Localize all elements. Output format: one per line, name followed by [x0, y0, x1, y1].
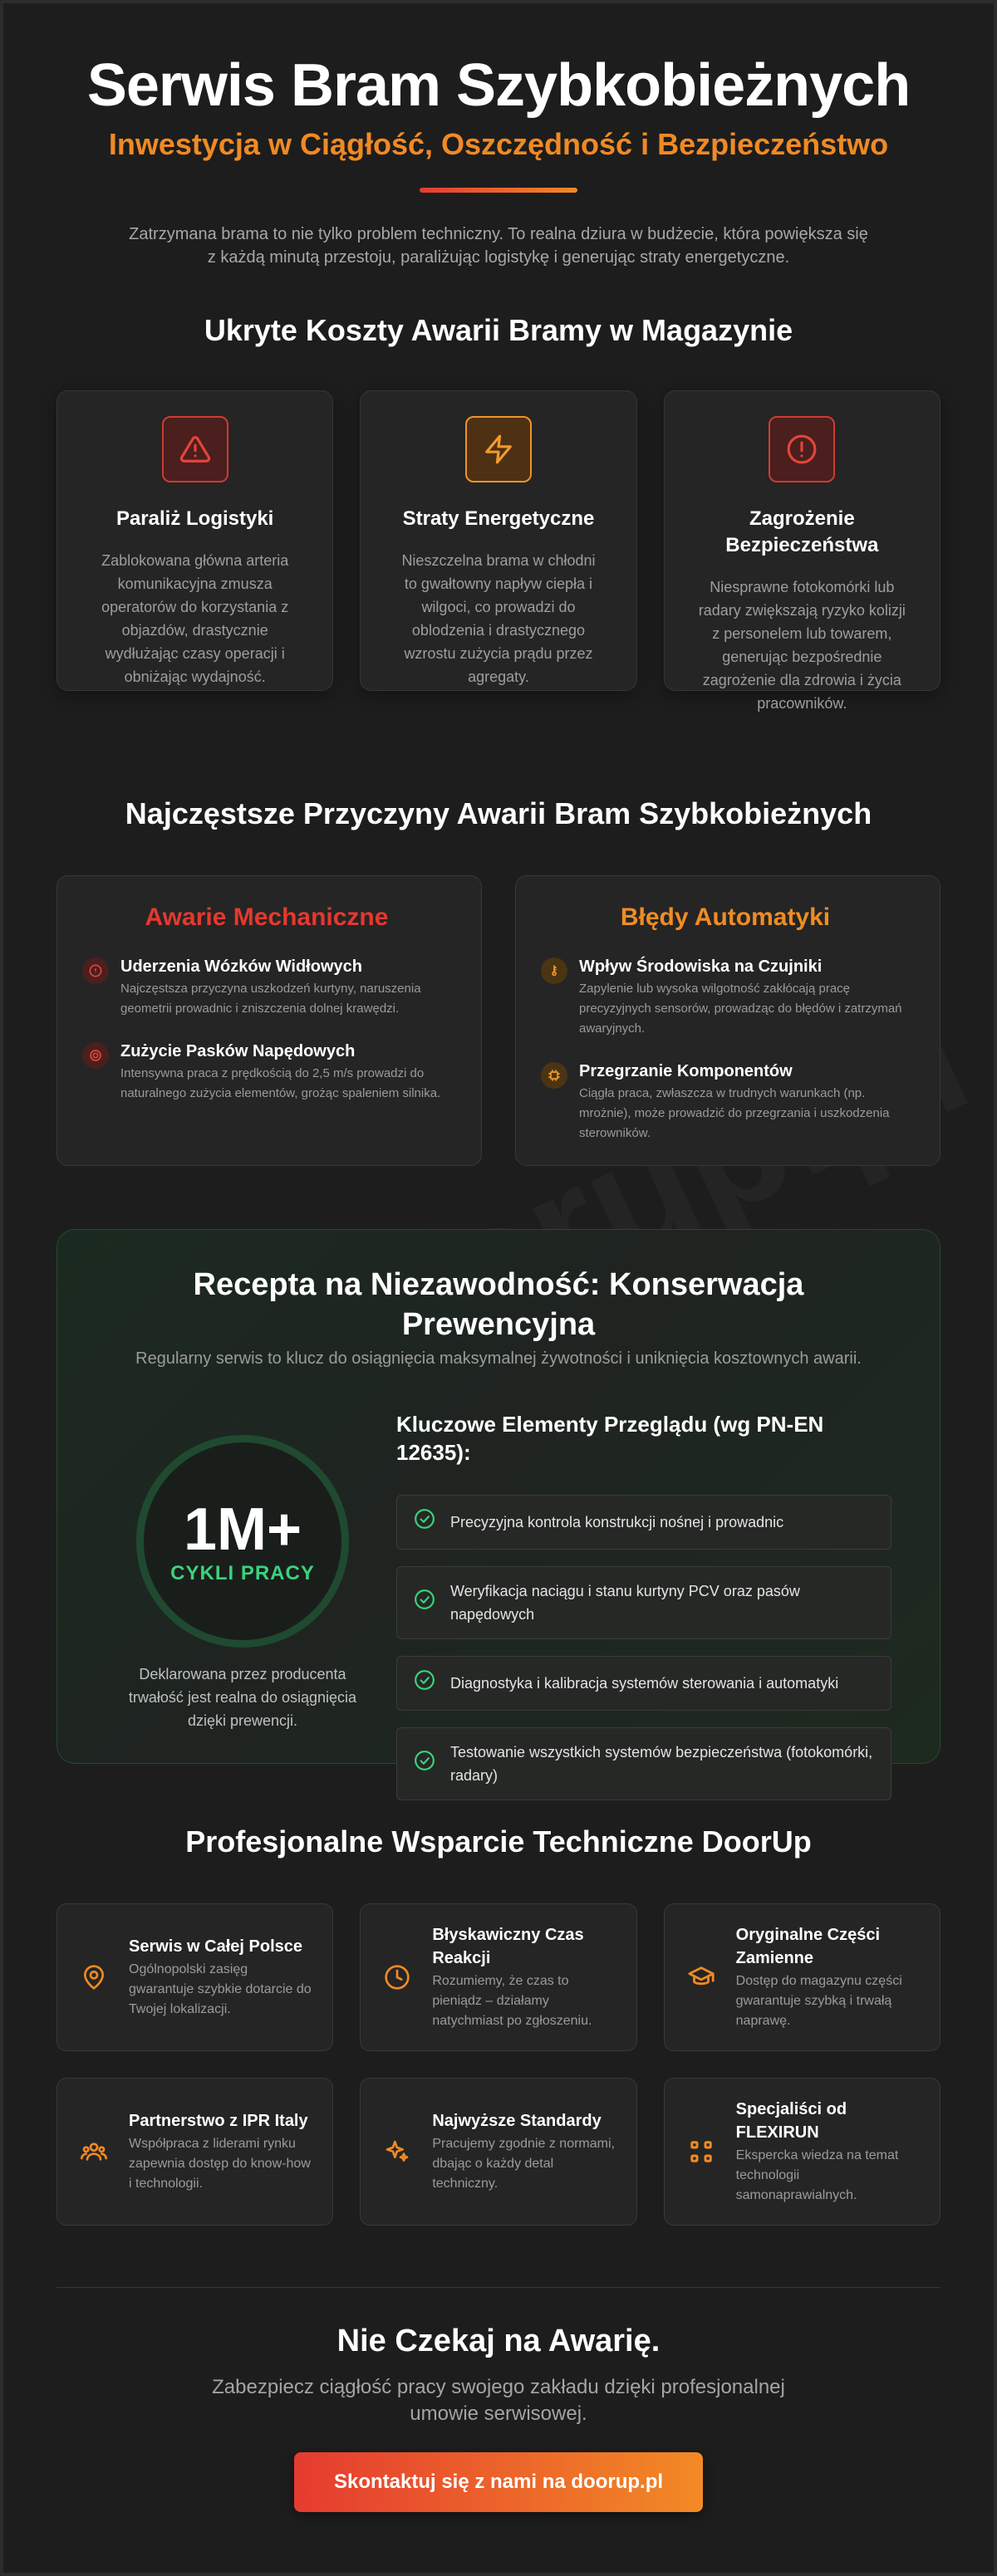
cause-title: Przegrzanie Komponentów: [579, 1062, 793, 1080]
chip-icon: [541, 1062, 567, 1089]
cause-item: [541, 956, 910, 1039]
cause-text: Najczęstsza przyczyna uszkodzeń kurtyny, naruszenia geometrii prowadnic i zniszczenia dolnej krawędzi.: [120, 982, 421, 1016]
cause-text: Zapylenie lub wysoka wilgotność zakłócają pracę precyzyjnych sensorów, prowadząc do błędów i zatrzymań awaryjnych.: [579, 982, 902, 1036]
warning-triangle-icon: [162, 416, 228, 482]
support-card-title: Serwis w Całej Polsce: [129, 1937, 302, 1956]
hero: [0, 0, 997, 269]
costs-grid: [56, 390, 941, 712]
support-card-title: Błyskawiczny Czas Reakcji: [432, 1926, 584, 1967]
maintenance-section: [56, 1229, 941, 1784]
stat-ring: [136, 1435, 349, 1648]
cause-title: Wpływ Środowiska na Czujniki: [579, 957, 823, 976]
support-section: [0, 1824, 997, 2226]
causes-grid: [56, 875, 941, 1166]
checklist-item: [396, 1656, 891, 1711]
automation-title: Błędy Automatyki: [620, 904, 831, 931]
cost-card-title: Straty Energetyczne: [402, 507, 595, 530]
checklist-item: [396, 1495, 891, 1550]
cost-card-title: Paraliż Logistyki: [115, 507, 274, 530]
grid-icon: [686, 2139, 716, 2164]
cost-card: [360, 390, 636, 691]
maintenance-body: [106, 1410, 891, 1800]
cost-card-title: Zagrożenie Bezpieczeństwa: [725, 507, 879, 556]
cause-item: [82, 956, 451, 1019]
support-card: [664, 1903, 941, 2051]
stat-block: [106, 1410, 380, 1800]
cta-title: Nie Czekaj na Awarię.: [336, 2324, 661, 2358]
stat-label: CYKLI PRACY: [170, 1562, 315, 1584]
info-circle-icon: [82, 957, 109, 984]
support-card-title: Specjaliści od FLEXIRUN: [735, 2100, 847, 2142]
cause-text: Ciągła praca, zwłaszcza w trudnych warunkach (np. mrożnie), może prowadzić do przegrzania i uszkodzenia sterowników.: [579, 1086, 890, 1140]
checklist: [396, 1410, 891, 1800]
costs-title: Ukryte Koszty Awarii Bramy w Magazynie: [204, 313, 793, 347]
lightning-icon: [465, 416, 532, 482]
support-card-text: Współpraca z liderami rynku zapewnia dostęp do know-how i technologii.: [129, 2137, 311, 2191]
page-subtitle: Inwestycja w Ciągłość, Oszczędność i Bezpieczeństwo: [108, 127, 889, 161]
check-circle-icon: [414, 1669, 435, 1697]
support-card-title: Oryginalne Części Zamienne: [735, 1926, 881, 1967]
sparkles-icon: [382, 2138, 412, 2165]
maintenance-title: Recepta na Niezawodność: Konserwacja Prewencyjna: [193, 1267, 804, 1342]
costs-section: [0, 312, 997, 712]
intro-text: Zatrzymana brama to nie tylko problem techniczny. To realna dziura w budżecie, która powiększa się z każdą minutą przestoju, paraliżując logistykę i generując straty energetyczne.: [129, 225, 868, 267]
causes-title: Najczęstsze Przyczyny Awarii Bram Szybkobieżnych: [125, 796, 872, 830]
support-title: Profesjonalne Wsparcie Techniczne DoorUp: [185, 1824, 812, 1859]
support-card-text: Ogólnopolski zasięg gwarantuje szybkie dotarcie do Twojej lokalizacji.: [129, 1962, 312, 2016]
checklist-item-text: Weryfikacja naciągu i stanu kurtyny PCV oraz pasów napędowych: [450, 1583, 800, 1623]
alert-circle-icon: [769, 416, 835, 482]
support-card: [360, 1903, 636, 2051]
users-icon: [79, 2138, 109, 2165]
accent-divider: [420, 188, 577, 193]
cta-section: [56, 2287, 941, 2512]
cost-card-text: Zablokowana główna arteria komunikacyjna zmusza operatorów do korzystania z objazdów, drastycznie wydłużając czasy operacji i obniżając wydajność.: [101, 552, 289, 685]
support-card-text: Ekspercka wiedza na temat technologii samonaprawialnych.: [735, 2148, 899, 2202]
support-card: [664, 2078, 941, 2226]
automation-errors-card: [515, 875, 941, 1166]
checklist-title: Kluczowe Elementy Przeglądu (wg PN-EN 12635):: [396, 1412, 824, 1465]
support-card-title: Najwyższe Standardy: [432, 2112, 602, 2130]
support-card-text: Dostęp do magazynu części gwarantuje szybką i trwałą naprawę.: [735, 1974, 902, 2028]
mechanical-failures-card: [56, 875, 482, 1166]
check-circle-icon: [414, 1508, 435, 1536]
checklist-item: [396, 1727, 891, 1800]
page-title: Serwis Bram Szybkobieżnych: [86, 52, 911, 119]
clock-icon: [382, 1964, 412, 1991]
contact-button[interactable]: Skontaktuj się z nami na doorup.pl: [294, 2452, 703, 2512]
check-circle-icon: [414, 1589, 435, 1617]
support-card-text: Pracujemy zgodnie z normami, dbając o każdy detal techniczny.: [432, 2137, 615, 2191]
stat-note: Deklarowana przez producenta trwałość jest realna do osiągnięcia dzięki prewencji.: [128, 1666, 357, 1729]
cause-item: [541, 1060, 910, 1144]
support-card: [56, 2078, 333, 2226]
cause-text: Intensywna praca z prędkością do 2,5 m/s prowadzi do naturalnego zużycia elementów, grożąc spaleniem silnika.: [120, 1066, 441, 1100]
cost-card: [664, 390, 941, 712]
thermometer-icon: [541, 957, 567, 984]
support-card-title: Partnerstwo z IPR Italy: [129, 2112, 308, 2130]
cost-card: [56, 390, 333, 691]
check-circle-icon: [414, 1750, 435, 1778]
support-card: [360, 2078, 636, 2226]
map-pin-icon: [79, 1964, 109, 1991]
cost-card-text: Niesprawne fotokomórki lub radary zwiększają ryzyko kolizji z personelem lub towarem, generując bezpośrednie zagrożenie dla zdrowia i życia pracowników.: [698, 579, 906, 712]
support-card-text: Rozumiemy, że czas to pieniądz – działamy natychmiast po zgłoszeniu.: [432, 1974, 592, 2028]
stat-value: 1M+: [183, 1496, 302, 1563]
checklist-item-text: Precyzyjna kontrola konstrukcji nośnej i prowadnic: [450, 1514, 784, 1530]
support-grid: [56, 1903, 941, 2226]
mechanical-title: Awarie Mechaniczne: [145, 904, 389, 931]
causes-section: [0, 796, 997, 1166]
cause-title: Zużycie Pasków Napędowych: [120, 1042, 356, 1060]
target-icon: [82, 1042, 109, 1069]
checklist-item: [396, 1566, 891, 1639]
support-card: [56, 1903, 333, 2051]
checklist-item-text: Diagnostyka i kalibracja systemów sterowania i automatyki: [450, 1675, 839, 1692]
cause-title: Uderzenia Wózków Widłowych: [120, 957, 362, 976]
maintenance-subtitle: Regularny serwis to klucz do osiągnięcia maksymalnej żywotności i uniknięcia kosztownych awarii.: [135, 1349, 862, 1368]
cost-card-text: Nieszczelna brama w chłodni to gwałtowny napływ ciepła i wilgoci, co prowadzi do oblodzenia i drastycznego wzrostu zużycia prądu przez agregaty.: [401, 552, 596, 685]
cta-text: Zabezpiecz ciągłość pracy swojego zakładu dzięki profesjonalnej umowie serwisowej.: [212, 2376, 785, 2425]
cause-item: [82, 1041, 451, 1104]
checklist-item-text: Testowanie wszystkich systemów bezpieczeństwa (fotokomórki, radary): [450, 1744, 873, 1784]
graduation-cap-icon: [686, 1963, 716, 1991]
